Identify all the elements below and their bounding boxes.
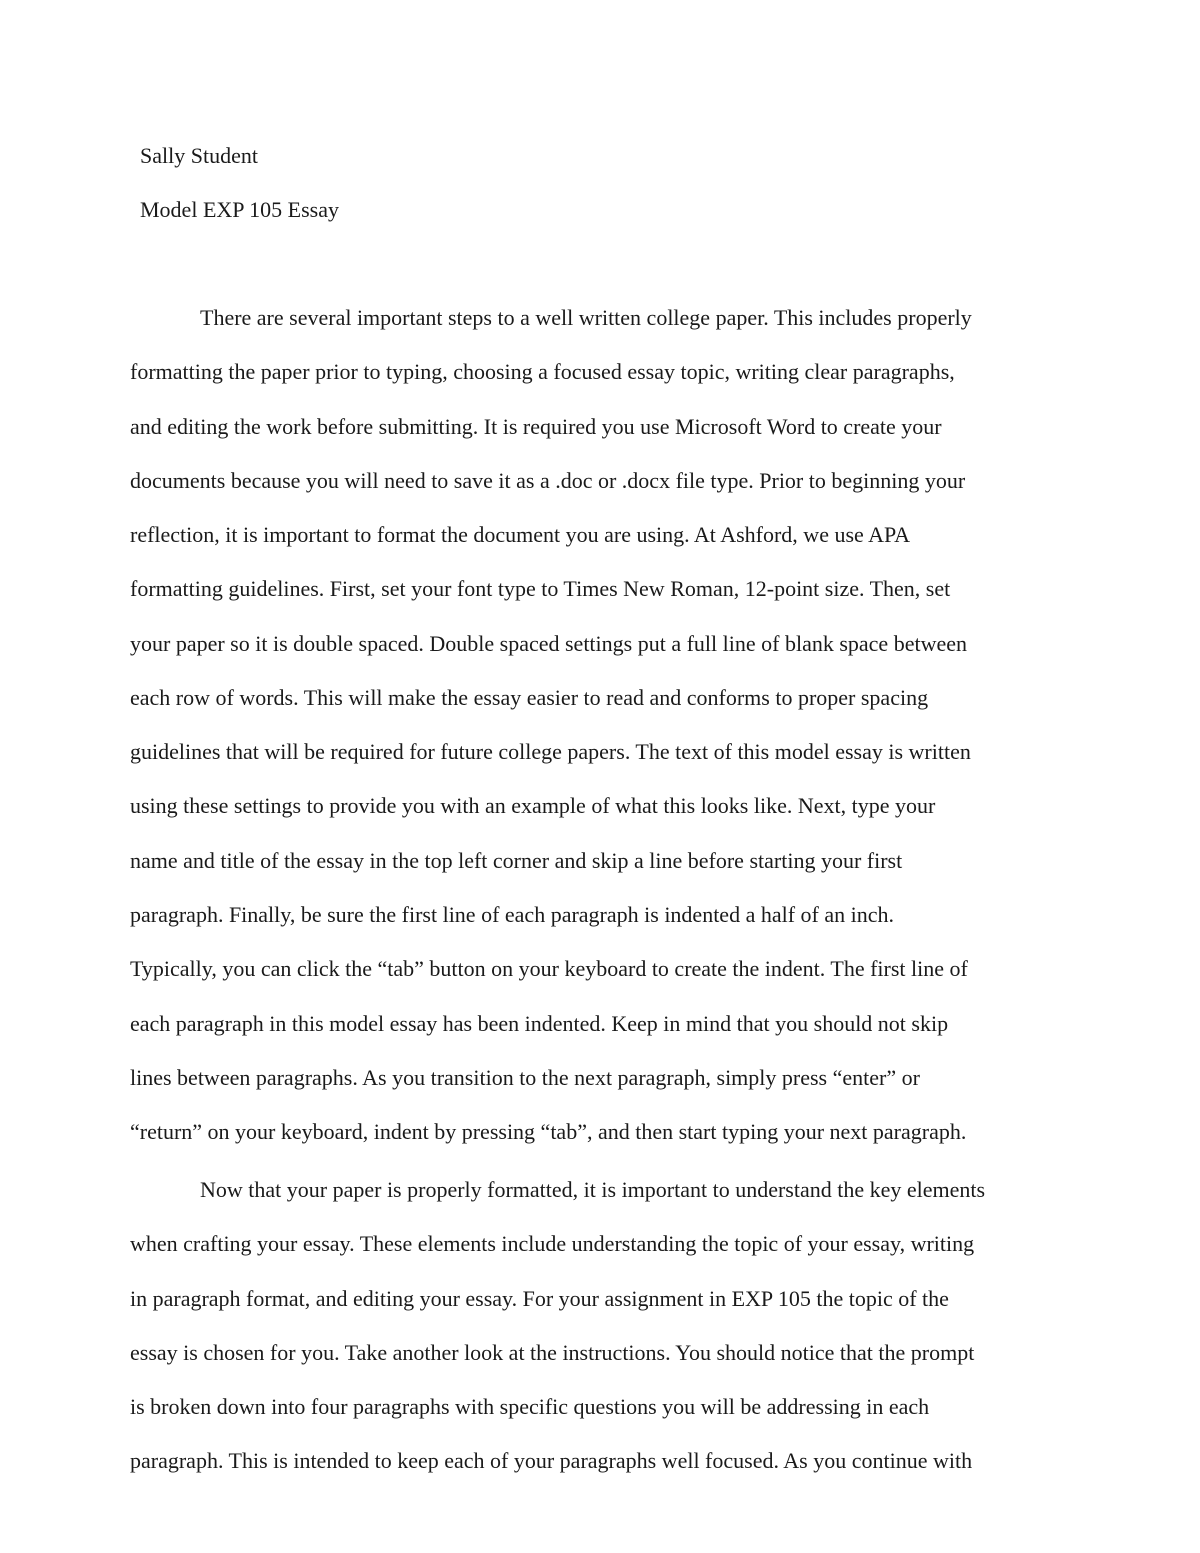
text-line: formatting the paper prior to typing, choosing a focused essay topic, writing clear paragraphs, (130, 359, 955, 385)
text-line: when crafting your essay. These elements include understanding the topic of your essay, writing (130, 1231, 975, 1257)
text-line: Typically, you can click the “tab” button on your keyboard to create the indent. The first line of (130, 956, 968, 982)
text-line: each row of words. This will make the essay easier to read and conforms to proper spacing (130, 684, 929, 710)
text-line: Now that your paper is properly formatted, it is important to understand the key elements (200, 1177, 986, 1202)
text-line: “return” on your keyboard, indent by pressing “tab”, and then start typing your next paragraph. (130, 1119, 967, 1145)
text-line: paragraph. Finally, be sure the first line of each paragraph is indented a half of an inch. (130, 901, 895, 927)
text-line: using these settings to provide you with an example of what this looks like. Next, type your (130, 793, 936, 819)
text-line: paragraph. This is intended to keep each of your paragraphs well focused. As you continue with (130, 1448, 973, 1474)
text-line: formatting guidelines. First, set your font type to Times New Roman, 12-point size. Then, set (130, 576, 951, 602)
text-line: your paper so it is double spaced. Double spaced settings put a full line of blank space between (130, 630, 967, 656)
text-line: in paragraph format, and editing your essay. For your assignment in EXP 105 the topic of the (130, 1285, 949, 1311)
essay-title: Model EXP 105 Essay (140, 197, 340, 222)
author-name: Sally Student (140, 143, 258, 168)
text-line: reflection, it is important to format the document you are using. At Ashford, we use APA (130, 522, 911, 548)
text-line: There are several important steps to a well written college paper. This includes properly (200, 305, 972, 330)
text-line: and editing the work before submitting. It is required you use Microsoft Word to create your (130, 413, 942, 439)
text-line: documents because you will need to save it as a .doc or .docx file type. Prior to beginning your (130, 467, 966, 493)
text-line: each paragraph in this model essay has been indented. Keep in mind that you should not skip (130, 1010, 949, 1036)
text-line: name and title of the essay in the top left corner and skip a line before starting your first (130, 847, 903, 873)
text-line: lines between paragraphs. As you transition to the next paragraph, simply press “enter” or (130, 1064, 920, 1090)
text-line: guidelines that will be required for future college papers. The text of this model essay is written (130, 739, 971, 765)
text-line: essay is chosen for you. Take another look at the instructions. You should notice that the prompt (130, 1339, 975, 1365)
text-line: is broken down into four paragraphs with specific questions you will be addressing in each (130, 1394, 930, 1420)
